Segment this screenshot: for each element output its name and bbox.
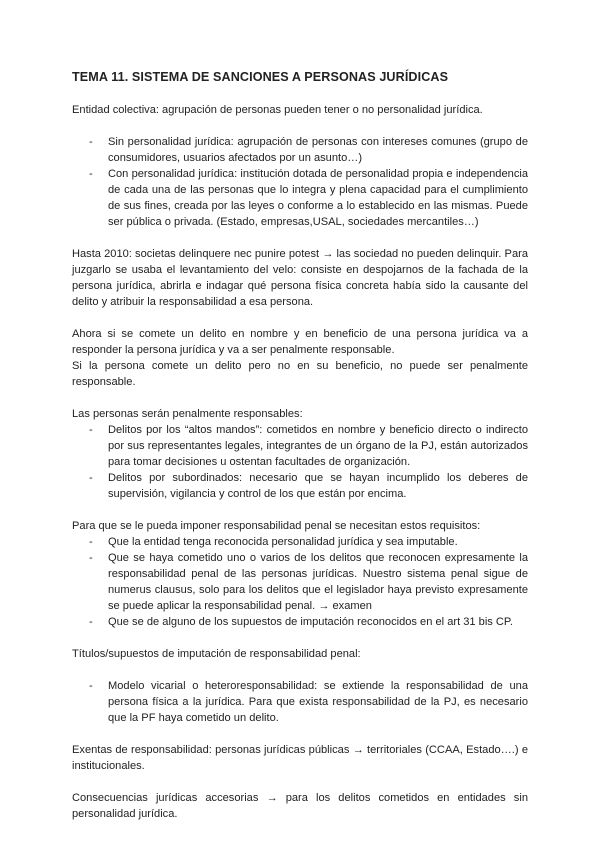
- list-item: - Sin personalidad jurídica: agrupación de personas con intereses comunes (grupo de consumidores, usuarios afectados por un asunto…): [89, 136, 528, 164]
- titulos-intro: Títulos/supuestos de imputación de responsabilidad penal:: [72, 648, 361, 660]
- requisitos-list: [72, 534, 528, 630]
- requisitos-intro: Para que se le pueda imponer responsabilidad penal se necesitan estos requisitos:: [72, 520, 481, 532]
- entidad-list: [72, 134, 528, 230]
- document-page: [72, 70, 528, 822]
- list-item: - Delitos por los “altos mandos”: cometidos en nombre y beneficio directo o indirecto por sus representantes legales, integrantes de un órgano de la PJ, están autorizados para tomar decisiones u ostentan facultades de organización.: [89, 424, 528, 468]
- ahora-paragraph: Ahora si se comete un delito en nombre y en beneficio de una persona jurídica va a responder la persona jurídica y va a ser penalmente responsable.: [72, 328, 528, 356]
- list-item: - Que se haya cometido uno o varios de los delitos que reconocen expresamente la responsabilidad penal de las personas jurídicas. Nuestro sistema penal sigue de numerus clausus, solo para los delitos que el legislador haya previsto expresamente se puede aplicar la responsabilidad penal. → examen: [89, 552, 528, 612]
- titulos-list: [72, 678, 528, 726]
- persona-paragraph: Si la persona comete un delito pero no en su beneficio, no puede ser penalmente responsable.: [72, 360, 528, 388]
- responsables-intro: Las personas serán penalmente responsables:: [72, 408, 303, 420]
- consecuencias-paragraph: Consecuencias jurídicas accesorias → para los delitos cometidos en entidades sin personalidad jurídica.: [72, 792, 528, 820]
- document-title: TEMA 11. SISTEMA DE SANCIONES A PERSONAS JURÍDICAS: [72, 70, 449, 84]
- list-item: - Delitos por subordinados: necesario que se hayan incumplido los deberes de supervisión, vigilancia y control de los que están por encima.: [89, 472, 528, 500]
- list-item: - Con personalidad jurídica: institución dotada de personalidad propia e independencia de cada una de las personas que lo integra y plena capacidad para el cumplimiento de sus fines, creada por las leyes o conforme a lo establecido en las mismas. Puede ser pública o privada. (Estado, empresas,USAL, sociedades mercantiles…): [89, 168, 528, 228]
- hasta-2010-paragraph: Hasta 2010: societas delinquere nec punire potest → las sociedad no pueden delinquir. Para juzgarlo se usaba el levantamiento del velo: consiste en despojarnos de la fachada de la persona jurídica, abrirla e indagar qué persona física concreta había sido la causante del delito y atribuir la responsabilidad a esa persona.: [72, 248, 528, 308]
- list-item: - Modelo vicarial o heteroresponsabilidad: se extiende la responsabilidad de una persona física a la jurídica. Para que exista responsabilidad de la PJ, es necesario que la PF haya cometido un delito.: [89, 680, 528, 724]
- responsables-list: [72, 422, 528, 502]
- list-item: - Que la entidad tenga reconocida personalidad jurídica y sea imputable.: [89, 536, 458, 548]
- list-item: - Que se de alguno de los supuestos de imputación reconocidos en el art 31 bis CP.: [89, 616, 513, 628]
- exentas-paragraph: Exentas de responsabilidad: personas jurídicas públicas → territoriales (CCAA, Estado….) e institucionales.: [72, 744, 528, 772]
- entidad-colectiva-paragraph: Entidad colectiva: agrupación de personas pueden tener o no personalidad jurídica.: [72, 104, 483, 116]
